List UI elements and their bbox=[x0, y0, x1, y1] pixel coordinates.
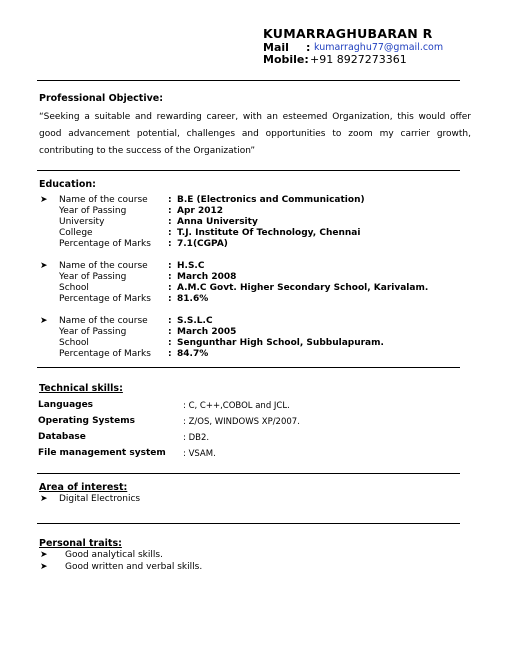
skill-value: : C, C++,COBOL and JCL. bbox=[183, 401, 290, 411]
bullet-icon: ➤ bbox=[40, 195, 48, 205]
education-field-label: Name of the course bbox=[59, 261, 148, 271]
field-colon: : bbox=[168, 195, 172, 205]
field-colon: : bbox=[168, 316, 172, 326]
mobile-label: Mobile: bbox=[263, 53, 309, 66]
bullet-icon: ➤ bbox=[40, 550, 48, 560]
field-colon: : bbox=[168, 294, 172, 304]
personal-traits-heading: Personal traits: bbox=[39, 538, 122, 549]
bullet-icon: ➤ bbox=[40, 494, 48, 504]
divider bbox=[37, 473, 460, 474]
education-heading: Education: bbox=[39, 179, 96, 190]
mobile-value: +91 8927273361 bbox=[310, 53, 407, 66]
education-field-value: S.S.L.C bbox=[177, 316, 213, 326]
field-colon: : bbox=[168, 228, 172, 238]
field-colon: : bbox=[168, 261, 172, 271]
education-field-value: 81.6% bbox=[177, 294, 209, 304]
skill-value: : DB2. bbox=[183, 433, 210, 443]
objective-heading: Professional Objective: bbox=[39, 93, 164, 104]
field-colon: : bbox=[168, 217, 172, 227]
education-field-value: 84.7% bbox=[177, 349, 209, 359]
field-colon: : bbox=[168, 283, 172, 293]
interest-heading: Area of interest: bbox=[39, 482, 128, 493]
education-field-label: University bbox=[59, 217, 105, 227]
mail-link[interactable]: kumarraghu77@gmail.com bbox=[314, 42, 444, 53]
education-field-label: Percentage of Marks bbox=[59, 239, 151, 249]
divider bbox=[37, 170, 460, 171]
divider bbox=[37, 367, 460, 368]
education-field-label: School bbox=[59, 338, 89, 348]
education-field-label: Year of Passing bbox=[59, 206, 127, 216]
skill-value: : VSAM. bbox=[183, 449, 216, 459]
education-field-label: Percentage of Marks bbox=[59, 294, 151, 304]
skill-label: Languages bbox=[38, 400, 94, 410]
skill-label: File management system bbox=[38, 448, 166, 458]
education-field-label: Year of Passing bbox=[59, 272, 127, 282]
interest-item: Digital Electronics bbox=[59, 494, 141, 504]
education-field-value: T.J. Institute Of Technology, Chennai bbox=[177, 228, 361, 238]
field-colon: : bbox=[168, 338, 172, 348]
bullet-icon: ➤ bbox=[40, 261, 48, 271]
education-field-value: March 2005 bbox=[177, 327, 237, 337]
education-field-label: Name of the course bbox=[59, 316, 148, 326]
technical-skills-heading: Technical skills: bbox=[39, 383, 123, 394]
candidate-name: KUMARRAGHUBARAN R bbox=[263, 26, 433, 41]
bullet-icon: ➤ bbox=[40, 562, 48, 572]
divider bbox=[37, 523, 460, 524]
trait-item: Good written and verbal skills. bbox=[65, 562, 203, 572]
mail-label: Mail bbox=[263, 41, 289, 54]
field-colon: : bbox=[168, 206, 172, 216]
education-field-label: Year of Passing bbox=[59, 327, 127, 337]
skill-label: Database bbox=[38, 432, 86, 442]
education-field-value: H.S.C bbox=[177, 261, 205, 271]
field-colon: : bbox=[168, 327, 172, 337]
education-field-value: March 2008 bbox=[177, 272, 237, 282]
field-colon: : bbox=[168, 272, 172, 282]
education-field-label: School bbox=[59, 283, 89, 293]
field-colon: : bbox=[168, 239, 172, 249]
education-field-value: B.E (Electronics and Communication) bbox=[177, 195, 365, 205]
objective-text: “Seeking a suitable and rewarding career, with an esteemed Organization, this would offer good advancement potential, challenges and opportunities to zoom my carrier growth, contributing to the success of the Organization” bbox=[39, 112, 471, 156]
education-field-label: College bbox=[59, 228, 93, 238]
skill-value: : Z/OS, WINDOWS XP/2007. bbox=[183, 417, 300, 427]
education-field-value: Apr 2012 bbox=[177, 206, 224, 216]
mail-colon: : bbox=[306, 41, 311, 54]
education-field-value: A.M.C Govt. Higher Secondary School, Karivalam. bbox=[177, 283, 429, 293]
education-field-value: Anna University bbox=[177, 217, 258, 227]
divider bbox=[37, 80, 460, 81]
education-field-label: Percentage of Marks bbox=[59, 349, 151, 359]
trait-item: Good analytical skills. bbox=[65, 550, 163, 560]
education-field-value: Sengunthar High School, Subbulapuram. bbox=[177, 338, 384, 348]
field-colon: : bbox=[168, 349, 172, 359]
bullet-icon: ➤ bbox=[40, 316, 48, 326]
education-field-value: 7.1(CGPA) bbox=[177, 239, 228, 249]
education-field-label: Name of the course bbox=[59, 195, 148, 205]
skill-label: Operating Systems bbox=[38, 416, 135, 426]
